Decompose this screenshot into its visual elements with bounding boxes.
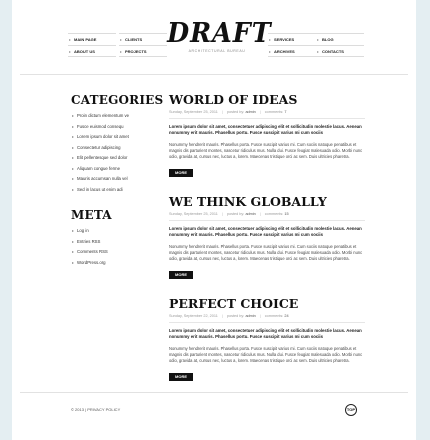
category-label: Mauris accumsan nulla vel bbox=[77, 176, 128, 181]
category-label: Lorem ipsum dolor sit amet bbox=[77, 134, 129, 139]
post-meta bbox=[169, 109, 365, 119]
nav-item-contacts[interactable] bbox=[316, 45, 364, 57]
meta-separator: | bbox=[221, 212, 223, 216]
category-link[interactable] bbox=[71, 174, 161, 185]
post-body: Nonummy hendrerit mauris. Phasellus porta. Fusce suscipit varius mi. Cum sociis natoque penatibus et magnis dis parturient montes, nascetur ridiculus mus. Nulla dui. Fusce feugiat malesuada odio. Morbi nunc odio, gravida at, cursus nec, luctus a, lorem. Maecenas tristique orci ac sem. Duis ultricies pharetra. bbox=[169, 142, 363, 159]
comments-count[interactable]: 15 bbox=[284, 212, 289, 216]
logo[interactable] bbox=[164, 20, 270, 53]
category-label: Fusce euismod consequ bbox=[77, 123, 124, 129]
category-label: Elit pellentesque sed dolor bbox=[77, 155, 128, 160]
comments-label: comments: bbox=[264, 314, 284, 318]
nav-label: CLIENTS bbox=[125, 37, 143, 42]
arrow-bullet-icon bbox=[120, 51, 122, 53]
arrow-bullet-icon bbox=[72, 136, 74, 138]
arrow-bullet-icon bbox=[317, 51, 319, 53]
nav-group-left-1 bbox=[68, 33, 116, 57]
sidebar-categories bbox=[71, 93, 164, 195]
category-link[interactable] bbox=[71, 164, 161, 175]
arrow-bullet-icon bbox=[72, 157, 74, 159]
posted-by-label: posted by: bbox=[226, 110, 245, 114]
post-author[interactable]: admin bbox=[245, 212, 256, 216]
nav-item-main-page[interactable] bbox=[68, 33, 116, 45]
nav-label: BLOG bbox=[322, 37, 334, 42]
more-button[interactable]: MORE bbox=[169, 271, 193, 279]
post bbox=[169, 297, 365, 383]
nav-label: ABOUT US bbox=[74, 49, 95, 54]
categories-list bbox=[71, 111, 161, 195]
meta-list bbox=[71, 226, 161, 268]
post-body: Nonummy hendrerit mauris. Phasellus porta. Fusce suscipit varius mi. Cum sociis natoque penatibus et magnis dis parturient montes, nascetur ridiculus mus. Nulla dui. Fusce feugiat malesuada odio. Morbi nunc odio, gravida at, cursus nec, luctus a, lorem. Maecenas tristique orci ac sem. Duis ultricies pharetra. bbox=[169, 346, 363, 363]
nav-label: PROJECTS bbox=[125, 49, 147, 54]
arrow-bullet-icon bbox=[317, 39, 319, 41]
meta-separator: | bbox=[221, 314, 223, 318]
nav-item-about-us[interactable] bbox=[68, 45, 116, 57]
post bbox=[169, 93, 365, 179]
post-title[interactable]: WORLD OF IDEAS bbox=[169, 92, 298, 107]
post-title[interactable]: WE THINK GLOBALLY bbox=[169, 194, 327, 209]
back-to-top-button[interactable]: TOP bbox=[345, 404, 357, 416]
footer-divider bbox=[20, 392, 408, 393]
nav-group-left-2 bbox=[119, 33, 167, 57]
comments-label: comments: bbox=[264, 110, 284, 114]
more-button[interactable]: MORE bbox=[169, 373, 193, 381]
post-body: Nonummy hendrerit mauris. Phasellus porta. Fusce suscipit varius mi. Cum sociis natoque penatibus et magnis dis parturient montes, nascetur ridiculus mus. Nulla dui. Fusce feugiat malesuada odio. Morbi nunc odio, gravida at, cursus nec, luctus a, lorem. Maecenas tristique orci ac sem. Duis ultricies pharetra. bbox=[169, 244, 363, 261]
copyright-text: © 2013 bbox=[71, 407, 84, 412]
post bbox=[169, 195, 365, 281]
page bbox=[12, 0, 416, 440]
meta-link-comments-rss[interactable] bbox=[71, 247, 161, 258]
meta-separator: | bbox=[259, 110, 261, 114]
meta-link-wordpress[interactable] bbox=[71, 258, 161, 269]
privacy-policy-link[interactable]: PRIVACY POLICY bbox=[87, 407, 121, 412]
arrow-bullet-icon bbox=[72, 178, 74, 180]
post-author[interactable]: admin bbox=[245, 314, 256, 318]
nav-group-right-2 bbox=[316, 33, 364, 57]
comments-label: comments: bbox=[264, 212, 284, 216]
category-label: Sed in lacus ut enim adi bbox=[77, 186, 123, 192]
posted-by-label: posted by: bbox=[226, 212, 245, 216]
nav-label: MAIN PAGE bbox=[74, 37, 97, 42]
logo-subtitle: ARCHITECTURAL BUREAU bbox=[188, 49, 246, 53]
nav-label: CONTACTS bbox=[322, 49, 344, 54]
nav-group-right-1 bbox=[268, 33, 316, 57]
category-label: Consectetur adipiscing bbox=[77, 144, 121, 150]
nav-item-clients[interactable] bbox=[119, 33, 167, 45]
meta-heading: META bbox=[71, 208, 112, 222]
post-author[interactable]: admin bbox=[245, 110, 256, 114]
category-link[interactable] bbox=[71, 132, 161, 143]
arrow-bullet-icon bbox=[72, 230, 74, 232]
nav-label: ARCHIVES bbox=[274, 49, 295, 54]
meta-link-log-in[interactable] bbox=[71, 226, 161, 237]
sidebar-meta bbox=[71, 208, 161, 268]
more-button[interactable]: MORE bbox=[169, 169, 193, 177]
category-link[interactable] bbox=[71, 185, 161, 196]
post-intro: Lorem ipsum dolor sit amet, consectetuer adipiscing elit et sollicitudin molestie lacus. Aenean nonummy erit mauris. Phasellus portu. Fusce suscipit varius mi cum sociis bbox=[169, 226, 362, 237]
meta-label: Entries RSS bbox=[77, 238, 101, 244]
meta-label: Comments RSS bbox=[77, 249, 108, 254]
category-link[interactable] bbox=[71, 143, 161, 154]
meta-label: WordPress.org bbox=[77, 259, 106, 265]
nav-item-blog[interactable] bbox=[316, 33, 364, 45]
post-date: Sunday, September 25, 2011 bbox=[169, 110, 218, 114]
post-intro: Lorem ipsum dolor sit amet, consectetuer adipiscing elit et sollicitudin molestie lacus. Aenean nonummy erit mauris. Phasellus portu. Fusce suscipit varius mi cum sociis bbox=[169, 328, 362, 339]
arrow-bullet-icon bbox=[69, 51, 71, 53]
footer-separator: | bbox=[85, 407, 87, 412]
categories-heading: CATEGORIES bbox=[71, 93, 164, 107]
post-meta bbox=[169, 211, 365, 221]
post-intro: Lorem ipsum dolor sit amet, consectetuer adipiscing elit et sollicitudin molestie lacus. Aenean nonummy erit mauris. Phasellus portu. Fusce suscipit varius mi cum sociis bbox=[169, 124, 362, 135]
nav-item-services[interactable] bbox=[268, 33, 316, 45]
posted-by-label: posted by: bbox=[226, 314, 245, 318]
arrow-bullet-icon bbox=[72, 251, 74, 253]
meta-separator: | bbox=[259, 212, 261, 216]
comments-count[interactable]: 24 bbox=[284, 314, 289, 318]
category-link[interactable] bbox=[71, 111, 161, 122]
nav-item-archives[interactable] bbox=[268, 45, 316, 57]
meta-separator: | bbox=[221, 110, 223, 114]
category-label: Proin dictum elementum ve bbox=[77, 113, 130, 118]
category-link[interactable] bbox=[71, 153, 161, 164]
arrow-bullet-icon bbox=[120, 39, 122, 41]
footer-copyright bbox=[71, 407, 120, 412]
category-label: Aliquam congue ferme bbox=[77, 165, 120, 171]
nav-item-projects[interactable] bbox=[119, 45, 167, 57]
arrow-bullet-icon bbox=[72, 115, 74, 117]
meta-link-entries-rss[interactable] bbox=[71, 237, 161, 248]
category-link[interactable] bbox=[71, 122, 161, 133]
meta-separator: | bbox=[259, 314, 261, 318]
arrow-bullet-icon bbox=[269, 51, 271, 53]
post-date: Sunday, September 25, 2011 bbox=[169, 212, 218, 216]
comments-count[interactable]: 7 bbox=[284, 110, 287, 114]
post-meta bbox=[169, 313, 365, 323]
post-title[interactable]: PERFECT CHOICE bbox=[169, 296, 299, 311]
arrow-bullet-icon bbox=[72, 262, 74, 264]
arrow-bullet-icon bbox=[69, 39, 71, 41]
nav-label: SERVICES bbox=[274, 37, 295, 42]
logo-title: DRAFT bbox=[167, 18, 272, 49]
arrow-bullet-icon bbox=[72, 241, 74, 243]
arrow-bullet-icon bbox=[72, 168, 74, 170]
meta-label: Log in bbox=[77, 228, 89, 233]
post-date: Sunday, September 22, 2011 bbox=[169, 314, 218, 318]
arrow-bullet-icon bbox=[72, 189, 74, 191]
arrow-bullet-icon bbox=[72, 126, 74, 128]
header-divider bbox=[20, 74, 408, 75]
arrow-bullet-icon bbox=[72, 147, 74, 149]
arrow-bullet-icon bbox=[269, 39, 271, 41]
